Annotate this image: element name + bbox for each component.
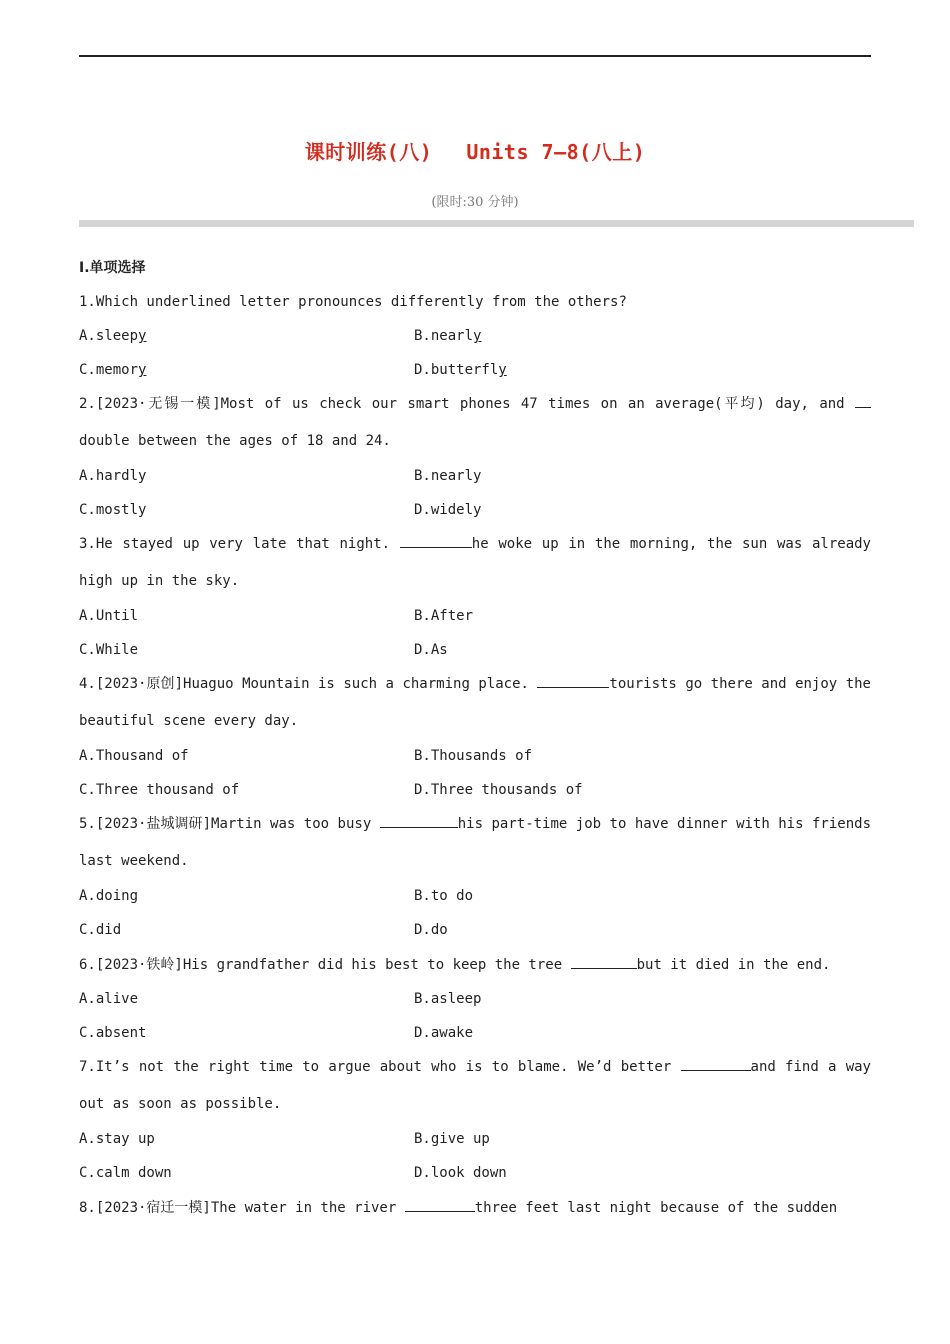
option-a[interactable]: A.hardly xyxy=(79,468,147,484)
option-b[interactable]: B.Thousands of xyxy=(414,748,533,764)
underlined-letter: y xyxy=(138,362,147,378)
option-a[interactable]: A.Until xyxy=(79,608,139,624)
exercise-content xyxy=(79,258,871,1232)
option-c[interactable]: C.mostly xyxy=(79,502,147,518)
divider-bar xyxy=(79,220,914,227)
option-c[interactable]: C.memory xyxy=(79,362,147,378)
answer-blank[interactable] xyxy=(405,1197,475,1212)
underlined-letter: y xyxy=(473,328,482,344)
option-b[interactable]: B.After xyxy=(414,608,474,624)
option-a[interactable]: A.doing xyxy=(79,888,139,904)
question-3: 3.He stayed up very late that night. he woke up in the morning, the sun was already high up in the sky. xyxy=(79,526,871,600)
time-limit: (限时:30 分钟) xyxy=(431,195,519,210)
options-row xyxy=(79,746,871,766)
option-b[interactable]: B.give up xyxy=(414,1131,490,1147)
answer-blank[interactable] xyxy=(400,533,472,548)
option-d[interactable]: D.As xyxy=(414,642,448,658)
options-row xyxy=(79,466,871,486)
answer-blank[interactable] xyxy=(537,673,609,688)
title-cn: 课时训练(八) xyxy=(304,140,433,164)
question-6: 6.[2023·铁岭]His grandfather did his best to keep the tree but it died in the end. xyxy=(79,954,871,975)
section-title: Ⅰ.单项选择 xyxy=(79,260,146,276)
option-d[interactable]: D.widely xyxy=(414,502,482,518)
options-row xyxy=(79,886,871,906)
title-units: Units 7—8(八上) xyxy=(466,140,646,164)
option-a[interactable]: A.alive xyxy=(79,991,139,1007)
options-row xyxy=(79,640,871,660)
underlined-letter: y xyxy=(498,362,507,378)
options-row xyxy=(79,360,871,380)
options-row xyxy=(79,326,871,346)
option-a[interactable]: A.stay up xyxy=(79,1131,155,1147)
option-b[interactable]: B.nearly xyxy=(414,328,482,344)
option-c[interactable]: C.calm down xyxy=(79,1165,172,1181)
options-row xyxy=(79,500,871,520)
question-5: 5.[2023·盐城调研]Martin was too busy his part-time job to have dinner with his friends last weekend. xyxy=(79,806,871,880)
option-b[interactable]: B.nearly xyxy=(414,468,482,484)
option-c[interactable]: C.Three thousand of xyxy=(79,782,240,798)
question-1: 1.Which underlined letter pronounces differently from the others? xyxy=(79,294,627,310)
question-7: 7.It’s not the right time to argue about who is to blame. We’d better and find a way out as soon as possible. xyxy=(79,1049,871,1123)
question-2: 2.[2023·无锡一模]Most of us check our smart phones 47 times on an average(平均) day, and double between the ages of 18 and 24. xyxy=(79,386,871,460)
option-a[interactable]: A.sleepy xyxy=(79,328,147,344)
question-4: 4.[2023·原创]Huaguo Mountain is such a charming place. tourists go there and enjoy the beautiful scene every day. xyxy=(79,666,871,740)
options-row xyxy=(79,1023,871,1043)
option-b[interactable]: B.asleep xyxy=(414,991,482,1007)
option-c[interactable]: C.absent xyxy=(79,1025,147,1041)
page-title xyxy=(0,136,950,165)
options-row xyxy=(79,1129,871,1149)
answer-blank[interactable] xyxy=(855,393,871,408)
option-d[interactable]: D.awake xyxy=(414,1025,474,1041)
option-b[interactable]: B.to do xyxy=(414,888,474,904)
options-row xyxy=(79,1163,871,1183)
answer-blank[interactable] xyxy=(380,813,458,828)
options-row xyxy=(79,606,871,626)
option-d[interactable]: D.do xyxy=(414,922,448,938)
option-d[interactable]: D.look down xyxy=(414,1165,507,1181)
options-row xyxy=(79,780,871,800)
top-rule xyxy=(79,55,871,57)
answer-blank[interactable] xyxy=(681,1056,751,1071)
option-c[interactable]: C.While xyxy=(79,642,139,658)
answer-blank[interactable] xyxy=(571,954,637,969)
option-c[interactable]: C.did xyxy=(79,922,122,938)
option-a[interactable]: A.Thousand of xyxy=(79,748,189,764)
options-row xyxy=(79,989,871,1009)
option-d[interactable]: D.Three thousands of xyxy=(414,782,583,798)
option-d[interactable]: D.butterfly xyxy=(414,362,507,378)
options-row xyxy=(79,920,871,940)
question-8: 8.[2023·宿迁一模]The water in the river three feet last night because of the sudden xyxy=(79,1197,871,1218)
underlined-letter: y xyxy=(138,328,147,344)
